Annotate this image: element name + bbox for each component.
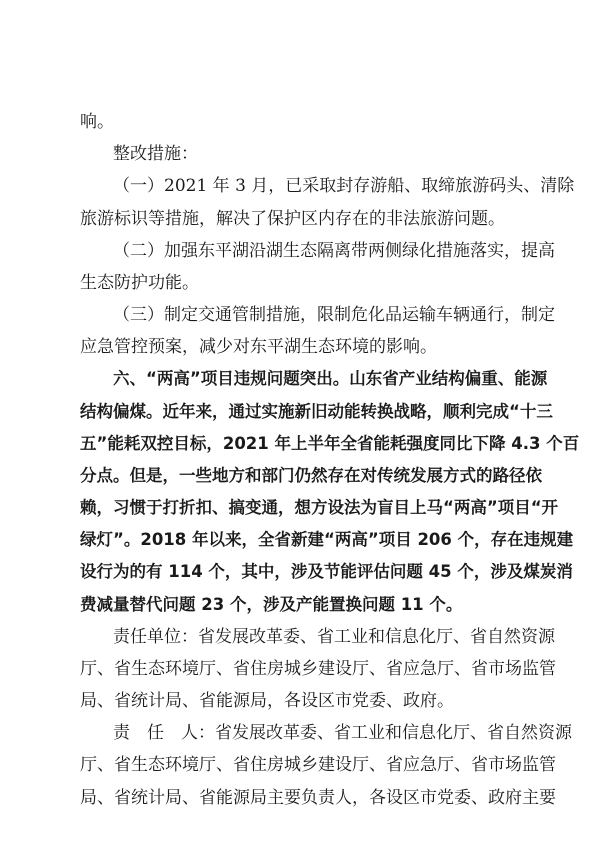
bold-text-line: 绿灯”。2018 年以来，全省新建“两高”项目 206 个，存在违规建 [80, 530, 574, 549]
text-line: 旅游标识等措施，解决了保护区内存在的非法旅游问题。 [80, 209, 505, 229]
text-line: 局、省统计局、省能源局主要负责人，各设区市党委、政府主要 [80, 788, 556, 808]
text-line: 生态防护功能。 [80, 273, 199, 293]
text-line: 应急管控预案，减少对东平湖生态环境的影响。 [80, 337, 437, 357]
text-line: （一）2021 年 3 月，已采取封存游船、取缔旅游码头、清除 [113, 176, 575, 196]
bold-text-line: 赖，习惯于打折扣、搞变通，想方设法为盲目上马“两高”项目“开 [80, 498, 559, 517]
bold-text-line: 五”能耗双控目标，2021 年上半年全省能耗强度同比下降 4.3 个百 [80, 434, 580, 453]
bold-text-line: 结构偏煤。近年来，通过实施新旧动能转换战略，顺利完成“十三 [80, 402, 553, 421]
text-line: 整改措施： [113, 144, 198, 164]
text-line: 责 任 人：省发展改革委、省工业和信息化厅、省自然资源 [113, 723, 572, 743]
bold-text-line: 费减量替代问题 23 个，涉及产能置换问题 11 个。 [80, 595, 463, 614]
text-line: 厅、省生态环境厅、省住房城乡建设厅、省应急厅、省市场监管 [80, 755, 556, 775]
text-line: 厅、省生态环境厅、省住房城乡建设厅、省应急厅、省市场监管 [80, 659, 556, 679]
text-line: （二）加强东平湖沿湖生态隔离带两侧绿化措施落实，提高 [113, 241, 555, 261]
text-line: 责任单位：省发展改革委、省工业和信息化厅、省自然资源 [113, 627, 555, 647]
text-line: 局、省统计局、省能源局，各设区市党委、政府。 [80, 691, 454, 711]
text-line: 响。 [80, 112, 114, 132]
bold-text-line: 设行为的有 114 个，其中，涉及节能评估问题 45 个，涉及煤炭消 [80, 562, 573, 581]
text-line: （三）制定交通管制措施，限制危化品运输车辆通行，制定 [113, 305, 555, 325]
bold-text-line: 分点。但是，一些地方和部门仍然存在对传统发展方式的路径依 [80, 466, 542, 485]
section-heading-line: 六、“两高”项目违规问题突出。山东省产业结构偏重、能源 [113, 369, 548, 388]
